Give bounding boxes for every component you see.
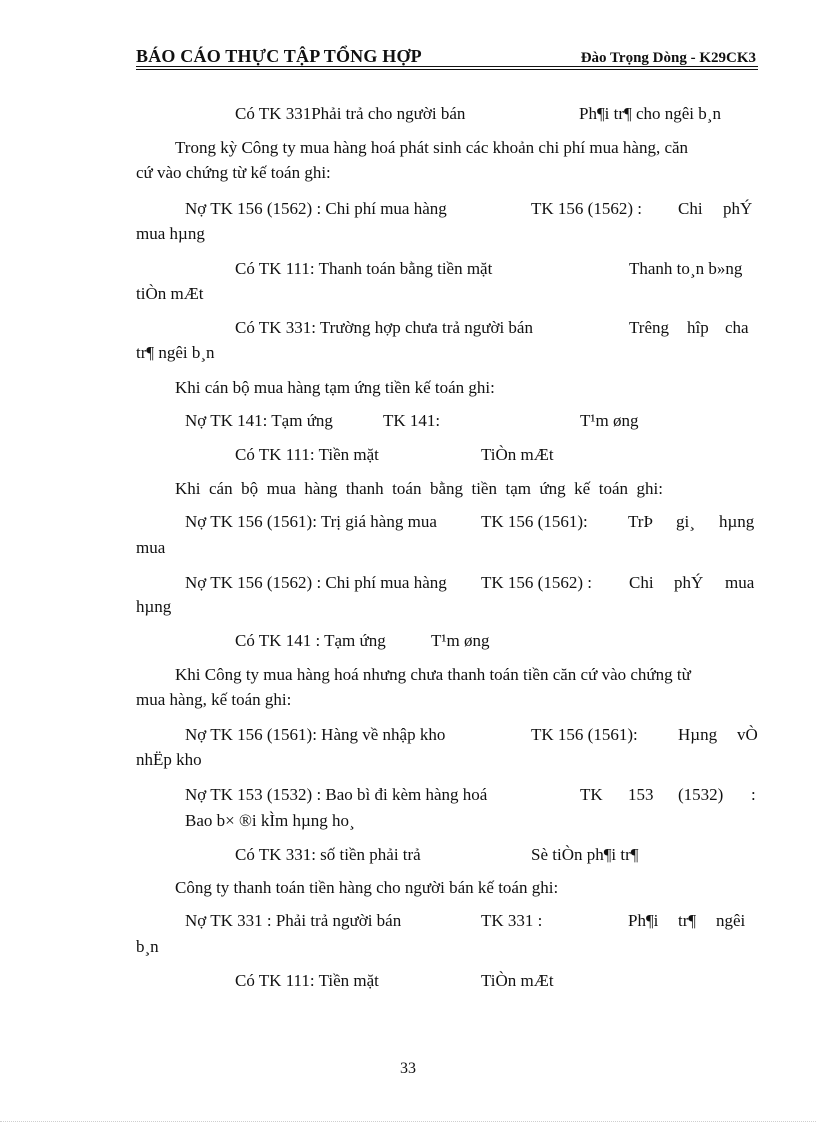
entry-debit-153-1532 bbox=[0, 785, 816, 805]
entry-debit-156-1561-value bbox=[0, 512, 816, 532]
entry-legacy-text: 153 bbox=[628, 785, 654, 804]
entry-text: Nợ TK 156 (1561): Hàng về nhập kho bbox=[185, 725, 446, 744]
entry-text: Nợ TK 156 (1562) : Chi phí mua hàng bbox=[185, 199, 447, 218]
entry-legacy-text: Ph¶i bbox=[628, 911, 659, 930]
entry-credit-111-cash bbox=[0, 259, 816, 279]
entry-legacy-text: TK bbox=[580, 785, 603, 804]
entry-legacy-text: T¹m øng bbox=[431, 631, 490, 650]
entry-legacy-text: TK 156 (1561): bbox=[531, 725, 638, 744]
entry-legacy-text: Chi bbox=[678, 199, 703, 218]
paragraph-line: Khi cán bộ mua hàng tạm ứng tiền kế toán ghi: bbox=[175, 378, 495, 397]
paragraph-line: Công ty thanh toán tiền hàng cho người bán kế toán ghi: bbox=[175, 878, 559, 897]
entry-legacy-text: phÝ bbox=[723, 199, 753, 218]
entry-legacy-text: TrÞ bbox=[628, 512, 653, 531]
entry-continuation: tiÒn mÆt bbox=[136, 284, 204, 303]
entry-legacy-text: tr¶ bbox=[678, 911, 697, 930]
entry-legacy-text: cha bbox=[725, 318, 749, 337]
paragraph-line: mua hàng, kế toán ghi: bbox=[136, 690, 292, 709]
entry-legacy-text: TiÒn mÆt bbox=[481, 445, 554, 464]
entry-legacy-text: Hµng bbox=[678, 725, 718, 744]
entry-text: Nợ TK 156 (1561): Trị giá hàng mua bbox=[185, 512, 437, 531]
author-label: Đào Trọng Dòng - K29CK3 bbox=[580, 50, 756, 66]
entry-text: Có TK 111: Tiền mặt bbox=[235, 445, 379, 464]
entry-text: Có TK 111: Thanh toán bằng tiền mặt bbox=[235, 259, 493, 278]
entry-legacy-text: TK 156 (1562) : bbox=[481, 573, 592, 592]
entry-text: Có TK 111: Tiền mặt bbox=[235, 971, 379, 990]
entry-legacy-text: Thanh to¸n b»ng bbox=[629, 259, 743, 278]
entry-credit-331-amount bbox=[0, 845, 816, 865]
entry-legacy-text: Ph¶i tr¶ cho ngêi b¸n bbox=[579, 104, 721, 123]
entry-debit-331-payment bbox=[0, 911, 816, 931]
paragraph-line: Khi Công ty mua hàng hoá nhưng chưa thanh toán tiền căn cứ vào chứng từ bbox=[175, 665, 691, 684]
entry-legacy-text: phÝ bbox=[674, 573, 704, 592]
entry-credit-331-unpaid bbox=[0, 318, 816, 338]
entry-text: Có TK 141 : Tạm ứng bbox=[235, 631, 386, 650]
entry-legacy-text: hîp bbox=[687, 318, 709, 337]
entry-text: Có TK 331: Trường hợp chưa trả người bán bbox=[235, 318, 533, 337]
entry-legacy-text: Chi bbox=[629, 573, 654, 592]
entry-debit-156-1562 bbox=[0, 199, 816, 219]
entry-legacy-text: TiÒn mÆt bbox=[481, 971, 554, 990]
entry-legacy-text: TK 156 (1562) : bbox=[531, 199, 642, 218]
entry-credit-141 bbox=[0, 631, 816, 651]
entry-debit-141-advance bbox=[0, 411, 816, 431]
page-header bbox=[136, 44, 758, 72]
entry-debit-156-1562-cost bbox=[0, 573, 816, 593]
entry-legacy-text: T¹m øng bbox=[580, 411, 639, 430]
entry-text: Nợ TK 156 (1562) : Chi phí mua hàng bbox=[185, 573, 447, 592]
paragraph-line: Khi cán bộ mua hàng thanh toán bằng tiền tạm ứng kế toán ghi: bbox=[175, 479, 663, 498]
entry-legacy-text: : bbox=[751, 785, 756, 804]
entry-credit-111-final bbox=[0, 971, 816, 991]
entry-credit-331-seller bbox=[0, 104, 816, 124]
page-number: 33 bbox=[400, 1060, 416, 1077]
entry-legacy-text: mua bbox=[725, 573, 755, 592]
entry-legacy-text: hµng bbox=[719, 512, 755, 531]
entry-text: Nợ TK 331 : Phải trả người bán bbox=[185, 911, 402, 930]
entry-legacy-text: Sè tiÒn ph¶i tr¶ bbox=[531, 845, 639, 864]
entry-legacy-text: ngêi bbox=[716, 911, 746, 930]
entry-continuation: mua hµng bbox=[136, 224, 205, 243]
entry-continuation: b¸n bbox=[136, 937, 159, 956]
entry-legacy-text: vÒ bbox=[737, 725, 758, 744]
entry-text: Nợ TK 141: Tạm ứng bbox=[185, 411, 333, 430]
entry-continuation: tr¶ ngêi b¸n bbox=[136, 343, 215, 362]
page-bottom-border bbox=[0, 1121, 816, 1122]
entry-legacy-text: TK 156 (1561): bbox=[481, 512, 588, 531]
entry-legacy-text: gi¸ bbox=[676, 512, 695, 531]
header-rule-secondary bbox=[136, 69, 758, 70]
entry-legacy-text: TK 141: bbox=[383, 411, 441, 430]
entry-legacy-text: (1532) bbox=[678, 785, 724, 804]
header-rule bbox=[136, 66, 758, 67]
entry-continuation: nhËp kho bbox=[136, 750, 202, 769]
entry-credit-111 bbox=[0, 445, 816, 465]
entry-text: Có TK 331Phải trả cho người bán bbox=[235, 104, 466, 123]
entry-text: Nợ TK 153 (1532) : Bao bì đi kèm hàng hoá bbox=[185, 785, 488, 804]
entry-continuation: Bao b× ®i kÌm hµng ho¸ bbox=[185, 811, 355, 830]
paragraph-line: Trong kỳ Công ty mua hàng hoá phát sinh các khoản chi phí mua hàng, căn bbox=[175, 138, 689, 157]
report-title: BÁO CÁO THỰC TẬP TỔNG HỢP bbox=[136, 46, 422, 66]
paragraph-line: cứ vào chứng từ kế toán ghi: bbox=[136, 163, 331, 182]
entry-text: Có TK 331: số tiền phải trả bbox=[235, 845, 421, 864]
entry-legacy-text: TK 331 : bbox=[481, 911, 543, 930]
entry-legacy-text: Trêng bbox=[629, 318, 669, 337]
entry-continuation: hµng bbox=[136, 597, 172, 616]
entry-continuation: mua bbox=[136, 538, 166, 557]
entry-debit-156-1561-stock bbox=[0, 725, 816, 745]
